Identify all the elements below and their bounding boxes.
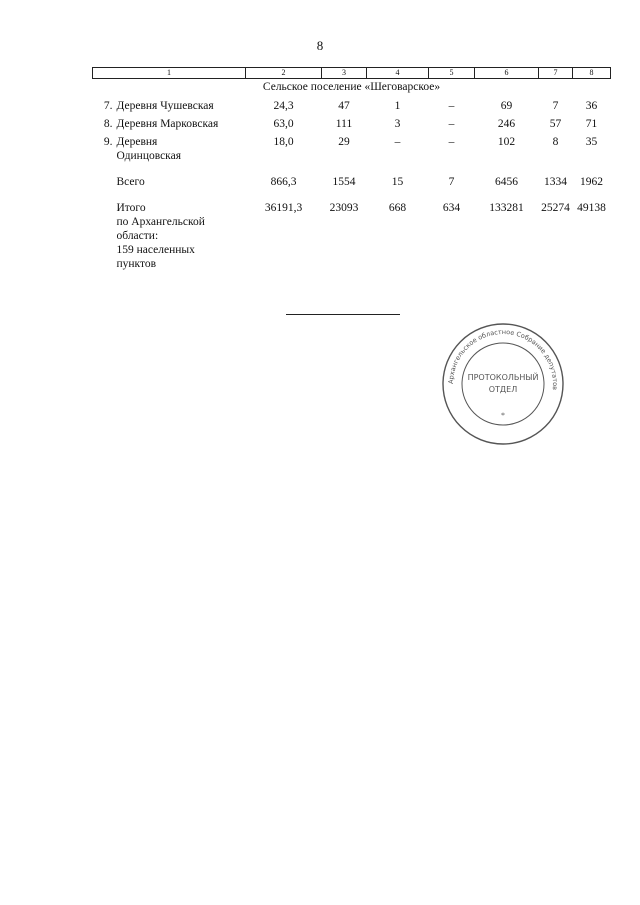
row-name-line: 159 населенных (116, 244, 195, 256)
value-cell: 36191,3 (264, 202, 303, 214)
row-name-line: пунктов (116, 258, 157, 270)
stamp-ring-text: Архангельское областное Собрание депутатов (446, 327, 560, 391)
value-cell: 8 (552, 136, 559, 148)
value-cell: 49138 (577, 202, 606, 214)
row-index (93, 173, 115, 191)
row-name-line: Деревня Чушевская (116, 100, 214, 112)
section-title: Сельское поселение «Шеговарское» (262, 81, 441, 93)
value-cell: 36 (585, 100, 598, 112)
value-cell: 1962 (580, 176, 603, 188)
value-cell: 29 (338, 136, 350, 148)
row-name-line: Всего (116, 176, 145, 188)
stamp-star-icon: * (501, 411, 505, 420)
column-number-cell: 7 (539, 68, 573, 79)
value-cell: 18,0 (273, 136, 294, 148)
table-row (93, 115, 611, 133)
table-row (93, 97, 611, 115)
value-cell: 1554 (332, 176, 356, 188)
row-name-line: Деревня (116, 136, 158, 148)
value-cell: 1334 (544, 176, 567, 188)
value-cell: 668 (388, 202, 407, 214)
spacer-row (93, 165, 611, 173)
row-name-line: Деревня Марковская (116, 118, 219, 130)
value-cell: 35 (585, 136, 598, 148)
column-number-cell: 1 (93, 68, 246, 79)
value-cell: 25274 (541, 202, 570, 214)
row-index: 9. (103, 136, 113, 148)
section-title-row (93, 79, 611, 98)
value-cell: – (448, 100, 455, 112)
column-number-cell: 6 (475, 68, 539, 79)
column-number-cell: 8 (573, 68, 611, 79)
value-cell: 1 (394, 100, 401, 112)
row-name-line: области: (116, 230, 159, 242)
column-number-cell: 5 (429, 68, 475, 79)
spacer-row (93, 191, 611, 199)
grand-total-row (93, 199, 611, 273)
value-cell: 57 (549, 118, 562, 130)
value-cell: – (448, 136, 455, 148)
value-cell: 7 (552, 100, 559, 112)
row-name (115, 97, 246, 115)
row-name (115, 133, 246, 165)
page-number: 8 (316, 38, 324, 53)
value-cell: 69 (500, 100, 513, 112)
row-name (115, 173, 246, 191)
value-cell: 71 (585, 118, 598, 130)
stamp-center-line2: ОТДЕЛ (488, 385, 518, 394)
value-cell: 133281 (489, 202, 524, 214)
value-cell: 63,0 (273, 118, 294, 130)
official-seal-stamp (441, 322, 565, 446)
value-cell: 634 (442, 202, 461, 214)
value-cell: 866,3 (270, 176, 297, 188)
stamp-center-line1: ПРОТОКОЛЬНЫЙ (467, 373, 539, 382)
value-cell: 3 (394, 118, 401, 130)
row-name-line: по Архангельской (116, 216, 205, 228)
row-index: 8. (103, 118, 113, 130)
value-cell: 246 (497, 118, 516, 130)
total-row (93, 173, 611, 191)
table-row (93, 133, 611, 165)
value-cell: 24,3 (273, 100, 294, 112)
value-cell: 7 (448, 176, 455, 188)
value-cell: 23093 (329, 202, 359, 214)
row-name-line: Итого (116, 202, 146, 214)
value-cell: 102 (497, 136, 516, 148)
row-name (115, 199, 246, 273)
column-number-row (93, 68, 611, 79)
column-number-cell: 4 (367, 68, 429, 79)
value-cell: – (394, 136, 401, 148)
column-number-cell: 3 (322, 68, 367, 79)
value-cell: 6456 (495, 176, 518, 188)
settlements-table (92, 67, 611, 273)
column-number-cell: 2 (246, 68, 322, 79)
row-index: 7. (103, 100, 113, 112)
end-divider (286, 314, 400, 315)
value-cell: 47 (338, 100, 350, 112)
value-cell: 111 (335, 118, 353, 130)
row-name-line: Одинцовская (116, 150, 181, 162)
value-cell: 15 (391, 176, 404, 188)
row-index (93, 199, 115, 273)
value-cell: – (448, 118, 455, 130)
row-name (115, 115, 246, 133)
